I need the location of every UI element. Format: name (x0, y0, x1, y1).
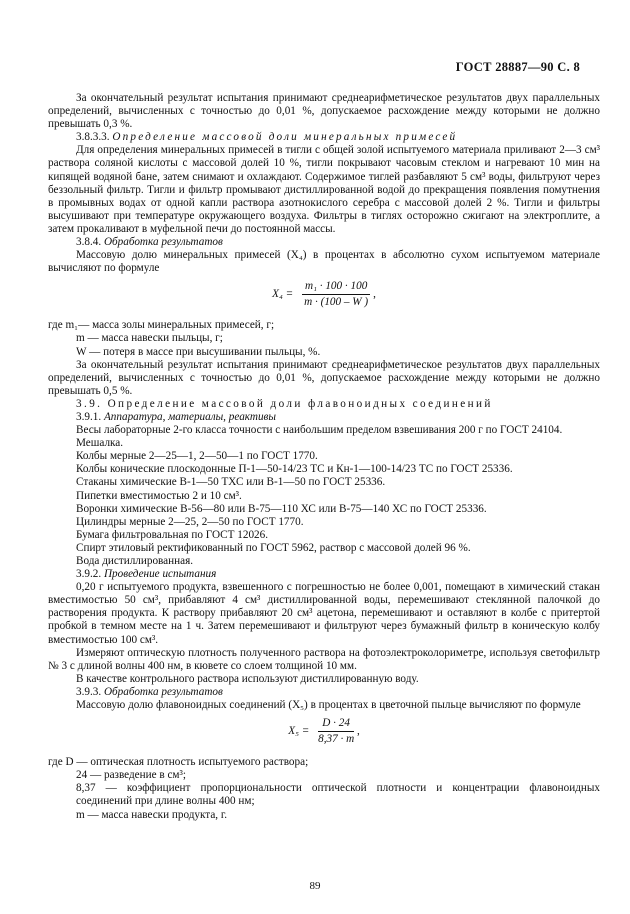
section-393-heading (48, 686, 600, 699)
equipment-item: Мешалка. (76, 437, 124, 450)
paragraph-control-solution: В качестве контрольного раствора используют дистиллированную воду. (76, 672, 419, 685)
section-title: Аппаратура, материалы, реактивы (103, 410, 276, 423)
section-3833-heading (48, 131, 600, 144)
formula-comma: , (356, 725, 360, 738)
equipment-item: Цилиндры мерные 2—25, 2—50 по ГОСТ 1770. (76, 515, 304, 528)
where-line: m — масса навески пыльцы, г; (76, 332, 223, 345)
formula-numerator: m₁ · 100 · 100 (302, 280, 370, 295)
page-number: 89 (309, 880, 321, 892)
equipment-item: Спирт этиловый ректификованный по ГОСТ 5962, раствор с массовой долей 96 %. (76, 541, 471, 554)
section-39-heading: 3.9. Определение массовой доли флавоноидных соединений (76, 397, 493, 410)
formula-fraction (302, 280, 370, 309)
paragraph-optical-density: Измеряют оптическую плотность полученного раствора на фотоэлектроколориметре, используя светофильтр № 3 с длиной волны 400 нм, в кювете со слоем толщиной 10 мм. (48, 646, 600, 672)
where-line: 8,37 — коэффициент пропорциональности оптической плотности и концентрации флавоноидных соединений при длине волны 400 нм; (76, 782, 600, 808)
section-number: 3.8.4. (76, 236, 102, 249)
paragraph-mineral-formula-intro: Массовую долю минеральных примесей (X₄) в процентах в абсолютно сухом испытуемом материале вычисляют по формуле (48, 249, 600, 275)
where-line: где m₁— масса золы минеральных примесей, г; (48, 319, 275, 332)
section-384-heading (48, 236, 600, 249)
equipment-item: Колбы мерные 2—25—1, 2—50—1 по ГОСТ 1770. (76, 450, 318, 463)
equipment-item: Бумага фильтровальная по ГОСТ 12026. (76, 528, 269, 541)
equipment-scales: Весы лабораторные 2-го класса точности с наибольшим пределом взвешивания 200 г по ГОСТ 24104. (76, 424, 563, 437)
where-line: m — масса навески продукта, г. (76, 808, 228, 821)
section-title: Определение массовой доли минеральных примесей (112, 131, 458, 144)
formula-denominator: 8,37 · m (318, 733, 355, 746)
formula-comma: , (373, 288, 376, 301)
section-number: 3.9.3. (76, 685, 102, 698)
paragraph-mineral-procedure: Для определения минеральных примесей в тигли с общей золой испытуемого материала приливают 2—3 см³ раствора соляной кислоты с массовой долей 10 %, тигли покрывают часовым стеклом и нагревают 10 мин на кипящей водяной бане, затем снимают и охлаждают. Содержимое тиглей разбавляют 5 см³ воды, фильтруют через беззольный фильтр. Тигли и фильтр промывают дистиллированной водой до прекращения появления помутнения в промывных водах от одной капли раствора азотнокислого серебра с массовой долей 2 %. Тигли и фильтры высушивают при температуре окружающего воздуха. Фильтры в тиглях осторожно сжигают на электроплите, а затем прокаливают в муфельной печи до постоянной массы. (48, 144, 600, 235)
paragraph-result-ash: За окончательный результат испытания принимают среднеарифметическое результатов двух параллельных определений, вычисленных с точностью до 0,01 %, допускаемое расхождение между которыми не должно превышать 0,3 %. (48, 92, 600, 131)
paragraph-flavonoid-formula-intro: Массовую долю флавоноидных соединений (X₅) в процентах в цветочной пыльце вычисляют по формуле (76, 699, 581, 712)
formula-lhs: X₄ = (272, 288, 294, 301)
section-392-heading (48, 568, 600, 581)
running-header: ГОСТ 28887—90 С. 8 (455, 60, 580, 74)
formula-x5 (48, 717, 600, 751)
formula-denominator: m · (100 – W ) (304, 296, 369, 309)
formula-numerator: D · 24 (318, 717, 354, 732)
formula-x4 (48, 280, 600, 314)
section-title: Обработка результатов (103, 236, 223, 249)
paragraph-result-mineral: За окончательный результат испытания принимают среднеарифметическое результатов двух параллельных определений, вычисленных с точностью до 0,01 %, допускаемое расхождение между которыми не должно превышать 0,5 %. (48, 358, 600, 397)
equipment-item: Пипетки вместимостью 2 и 10 см³. (76, 489, 242, 502)
equipment-item: Воронки химические В-56—80 или В-75—110 ХС или В-75—140 ХС по ГОСТ 25336. (76, 502, 487, 515)
section-number: 3.9.1. (76, 410, 102, 423)
where-line: W — потеря в массе при высушивании пыльцы, %. (76, 345, 321, 358)
equipment-item: Вода дистиллированная. (76, 555, 194, 567)
formula-lhs: X₅ = (288, 725, 310, 738)
page-body (48, 92, 600, 822)
formula-fraction (318, 717, 354, 746)
section-title: Проведение испытания (103, 568, 217, 581)
where-line: где D — оптическая плотность испытуемого раствора; (48, 756, 309, 769)
section-391-heading (48, 411, 600, 424)
paragraph-test-procedure: 0,20 г испытуемого продукта, взвешенного с погрешностью не более 0,001, помещают в химический стакан вместимостью 50 см³, прибавляют 4 см³ дистиллированной воды, перемешивают стеклянной палочкой до растворения продукта. К раствору прибавляют 20 см³ ацетона, перемешивают и оставляют в колбе с притертой пробкой в темном месте на 1 ч. Затем перемешивают и фильтруют через бумажный фильтр в коническую колбу вместимостью 100 см³. (48, 581, 600, 646)
where-line: 24 — разведение в см³; (76, 769, 186, 782)
equipment-item: Колбы конические плоскодонные П-1—50-14/23 ТС и Кн-1—100-14/23 ТС по ГОСТ 25336. (76, 463, 513, 476)
section-number: 3.9.2. (76, 568, 102, 581)
equipment-item: Стаканы химические В-1—50 ТХС или В-1—50 по ГОСТ 25336. (76, 476, 386, 489)
section-number: 3.8.3.3. (76, 131, 110, 144)
section-title: Обработка результатов (103, 685, 223, 698)
